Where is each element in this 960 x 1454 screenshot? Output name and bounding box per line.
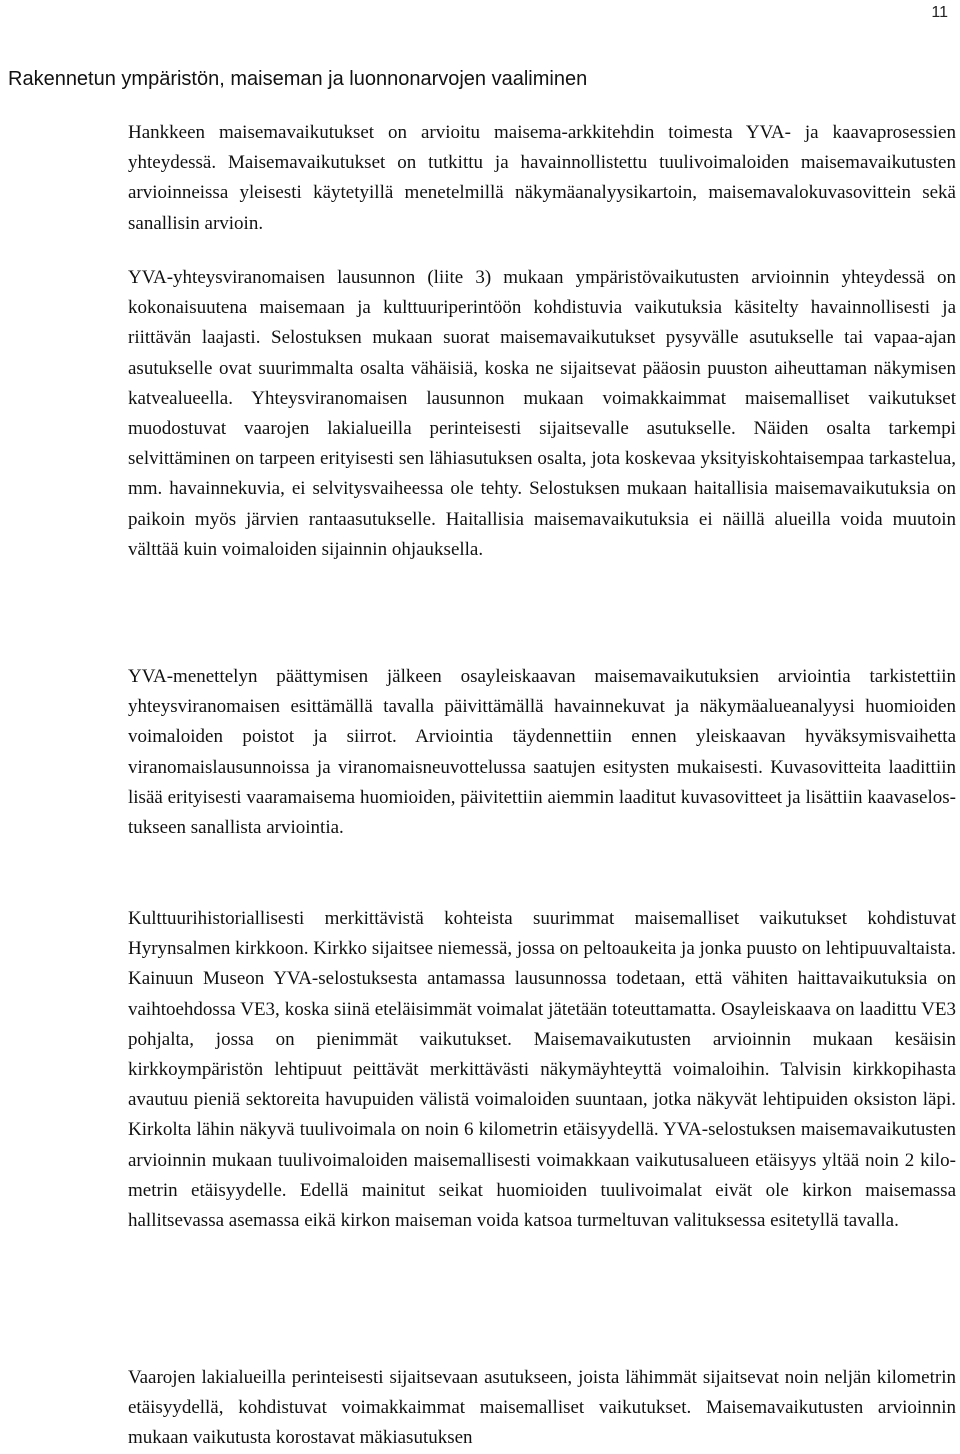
page-number: 11 [931, 4, 948, 21]
paragraph-maisemavaikutukset-arvioitu: Hankkeen maisemavaikutukset on arvioitu maisema-arkkitehdin toimesta YVA- ja kaavaprosessien yhteydessä. Maisemavaikutukset on tutkittu ja havainnollistettu tuulivoimaloiden maisemavaikutusten arvioinneissa yleisesti käytetyillä menetelmillä näkymäanalyysikartoin, maisemavalokuvasovittein sekä sanallisin arvioin. [128, 122, 956, 234]
paragraph-kulttuurihistorialliset-kohteet: Kulttuurihistoriallisesti merkittävistä kohteista suurimmat maisemalliset vaikutukset kohdistuvat Hyrynsalmen kirkkoon. Kirkko sijaitsee niemessä, jossa on peltoaukeita ja jonka puusto on lehtipuuvaltaista. Kainuun Museon YVA-selostuksesta antamassa lausunnossa todetaan, että vähiten haittavaikutuksia on vaihtoehdossa VE3, koska siinä eteläisimmät voimalat jätetään toteuttamatta. Osayleiskaava on laadittu VE3 pohjalta, jossa on pienimmät vaikutukset. Maisemavaikutusten arvioinnin mukaan kesäisin kirkkoympäristön lehtipuut peittävät merkittävästi näkymäyhteyttä voimaloihin. Talvisin kirkkopihasta avautuu pieniä sektoreita havupuiden välistä voimaloiden suuntaan, jotka näkyvät lehtipuiden oksiston läpi. Kirkolta lähin näkyvä tuulivoimala on noin 6 kilometrin etäisyydellä. YVA-selostuksen maisemavaikutusten arvioinnin mukaan tuulivoimaloiden maisemallisesti voimakkaan vaikutusalueen etäisyys yltää noin 2 kilometrin etäisyydelle. Edellä mainitut seikat huomioiden tuulivoimalat eivät ole kirkon maisemassa hallitsevassa asemassa eikä kirkon maiseman voida katsoa turmeltuvan valituksessa esitetyllä tavalla. [128, 908, 956, 1232]
paragraph-yva-yhteysviranomainen: YVA-yhteysviranomaisen lausunnon (liite 3) mukaan ympäristövaikutusten arvioinnin yhteydessä on kokonaisuutena maisemaan ja kulttuuriperintöön kohdistuvia vaikutuksia käsitelty havainnollisesti ja riittävän laajasti. Selostuksen mukaan suorat maisemavaikutukset pysyvälle asutukselle tai vapaa-ajan asutukselle ovat suurimmalta osalta vähäisiä, koska ne sijaitsevat pääosin puuston aiheuttaman näkymisen katvealueella. Yhteysviranomaisen lausunnon mukaan voimakkaimmat maisemalliset vaikutukset muodostuvat vaarojen lakialueilla perinteisesti sijaitsevalle asutukselle. Näiden osalta tarkempi selvittäminen on tarpeen erityisesti sen lähiasutuksen osalta, jota koskevaa yksityiskohtaisempaa tarkastelua, mm. havainnekuvia, ei selvitysvaiheessa ole tehty. Selostuksen mukaan haitallisia maisemavaikutuksia on paikoin myös järvien rantaasutukselle. Haitallisia maisemavaikutuksia ei näillä alueilla voida muutoin välttää kuin voimaloiden sijainnin ohjauksella. [128, 267, 956, 560]
paragraph-yva-menettelyn-jalkeen: YVA-menettelyn päättymisen jälkeen osayleiskaavan maisemavaikutuksien arviointia tarkistettiin yhteysviranomaisen esittämällä tavalla päivittämällä havainnekuvat ja näkymäalueanalyysi huomioiden voimaloiden poistot ja siirrot. Arviointia täydennettiin ennen yleiskaavan hyväksymisvaihetta viranomaislausunnoissa ja viranomaisneuvottelussa saatujen esitysten mukaisesti. Kuvasovitteita laadittiin lisää erityisesti vaaramaisema huomioiden, päivitettiin aiemmin laaditut kuvasovitteet ja lisättiin kaavaselostukseen sanallista arviointia. [128, 666, 956, 839]
section-heading: Rakennetun ympäristön, maiseman ja luonnonarvojen vaaliminen [8, 68, 588, 90]
paragraph-vaarojen-lakialueet: Vaarojen lakialueilla perinteisesti sijaitsevaan asutukseen, joista lähimmät sijaitsevat noin neljän kilometrin etäisyydellä, kohdistuvat voimakkaimmat maisemalliset vaikutukset. Maisemavaikutusten arvioinnin mukaan vaikutusta korostavat mäkiasutuksen [128, 1367, 956, 1449]
